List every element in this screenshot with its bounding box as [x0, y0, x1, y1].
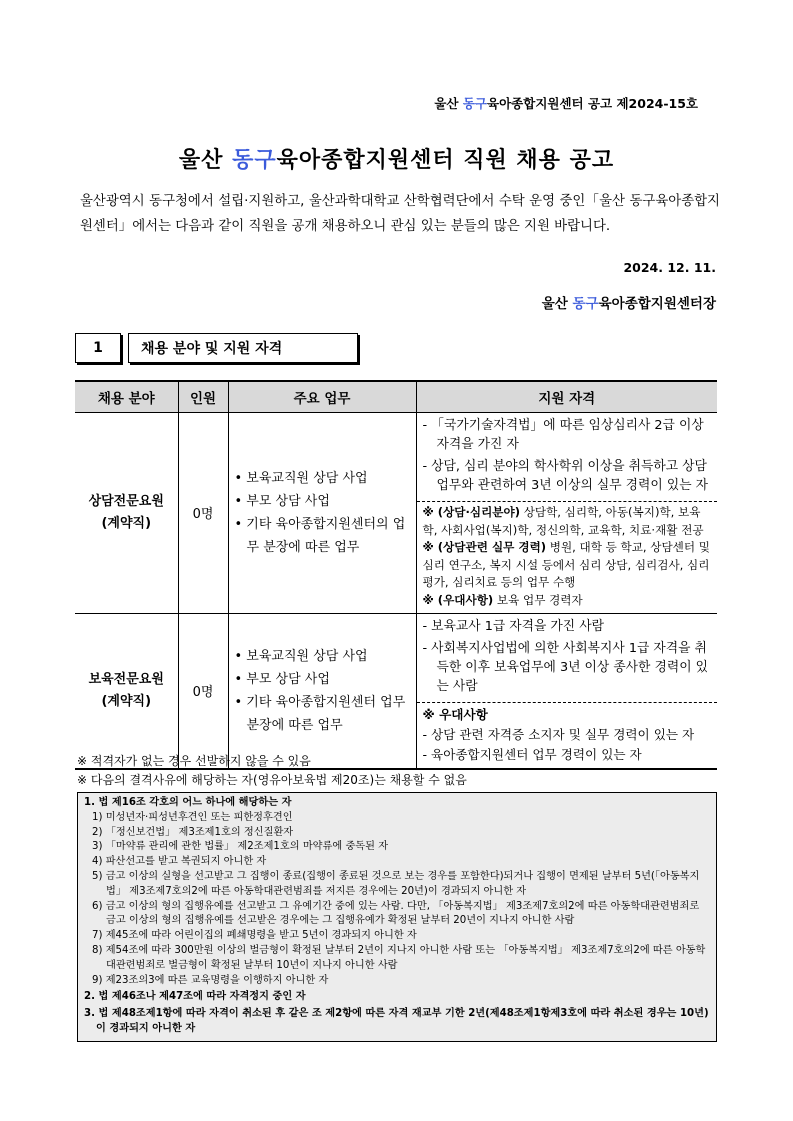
- header-field: 채용 분야: [75, 381, 178, 413]
- row1-qualifications: [416, 413, 717, 614]
- row2-pref-head: ※ 우대사항: [422, 706, 488, 722]
- header-count: 인원: [178, 381, 228, 413]
- row1-field: [75, 413, 178, 614]
- row2-qualifications: [416, 613, 717, 769]
- row1-duty-1: • 보육교직원 상담 사업: [234, 470, 368, 486]
- disq-item-1: 1) 미성년자·피성년후견인 또는 피한정후견인: [92, 811, 293, 823]
- row2-pref-1: - 상담 관련 자격증 소지자 및 실무 경력이 있는 자: [422, 726, 695, 742]
- title-pre: 울산: [178, 148, 233, 173]
- row1-qual-1: - 「국가기술자격법」에 따른 임상심리사 2급 이상 자격을 가진 자: [422, 418, 704, 452]
- header-qualifications: 지원 자격: [416, 381, 717, 413]
- row1-pref-1: ※ (상담·심리분야) 상담학, 심리학, 아동(복지)학, 보육학, 사회사업(복지)학, 정신의학, 교육학, 치료·재활 전공: [422, 505, 704, 537]
- notice-number-blue: 동구: [462, 96, 488, 111]
- row2-duty-2: • 부모 상담 사업: [234, 671, 330, 687]
- signer-blue: 동구: [572, 296, 599, 312]
- row2-count: 0명: [178, 613, 228, 769]
- recruitment-table: [75, 380, 717, 770]
- row2-duty-3: • 기타 육아종합지원센터 업무분장에 따른 업무: [234, 694, 406, 733]
- disq-item-8: 8) 제54조에 따라 300만원 이상의 벌금형이 확정된 날부터 2년이 지나지 아니한 사람 또는 「아동복지법」 제3조제7호의2에 따른 아동학대관련범죄로 벌금형이 확정된 날부터 10년이 지나지 아니한 사람: [92, 944, 706, 971]
- disq-item-5: 5) 금고 이상의 실형을 선고받고 그 집행이 종료(집행이 종료된 것으로 보는 경우를 포함한다)되거나 집행이 면제된 날부터 5년(「아동복지법」 제3조제7호의2에 따른 아동학대관련범죄를 저지른 경우에는 20년)이 경과되지 아니한 자: [92, 870, 700, 897]
- table-row: [75, 613, 717, 769]
- signer: [542, 292, 716, 312]
- notes: [77, 752, 467, 790]
- table-row: [75, 413, 717, 614]
- notice-number-post: 육아종합지원센터 공고 제2024-15호: [487, 96, 698, 111]
- section-number: 1: [75, 333, 121, 363]
- notice-number-pre: 울산: [434, 96, 463, 111]
- row2-field: [75, 613, 178, 769]
- row2-qual-2: - 사회복지사업법에 의한 사회복지사 1급 자격을 취득한 이후 보육업무에 3년 이상 종사한 경력이 있는 사람: [422, 640, 708, 694]
- row2-duties: [228, 613, 416, 769]
- row1-pref-3: ※ (우대사항) 보육 업무 경력자: [422, 592, 583, 607]
- page-title: [0, 143, 793, 174]
- disq-item-3: 3) 「마약류 관리에 관한 법률」 제2조제1호의 마약류에 중독된 자: [92, 841, 389, 853]
- row1-field-type: (계약직): [101, 515, 152, 531]
- row2-pref-2: - 육아종합지원센터 업무 경력이 있는 자: [422, 746, 642, 762]
- notice-number: [434, 94, 698, 112]
- disq-item-2: 2) 「정신보건법」 제3조제1호의 정신질환자: [92, 826, 294, 838]
- row1-count: 0명: [178, 413, 228, 614]
- disq-item-4: 4) 파산선고를 받고 복권되지 아니한 자: [92, 856, 267, 868]
- disq-heading-3: 3. 법 제48조제1항에 따라 자격이 취소된 후 같은 조 제2항에 따른 자격 재교부 기한 2년(제48조제1항제3호에 따라 취소된 경우는 10년)이 경과되지 아니한 자: [84, 1008, 709, 1034]
- row2-qual-1: - 보육교사 1급 자격을 가진 사람: [422, 618, 604, 634]
- disq-heading-2: 2. 법 제46조나 제47조에 따라 자격정지 중인 자: [84, 991, 306, 1003]
- row1-duties: [228, 413, 416, 614]
- row2-duty-1: • 보육교직원 상담 사업: [234, 648, 368, 664]
- disq-item-6: 6) 금고 이상의 형의 집행유예를 선고받고 그 유예기간 중에 있는 사람. 다만, 「아동복지법」 제3조제7호의2에 따른 아동학대관련범죄로 금고 이상의 형의 집행유예를 선고받은 경우에는 그 집행유예가 확정된 날부터 20년이 지나지 아니한 사람: [92, 900, 700, 927]
- intro-paragraph: 울산광역시 동구청에서 설립·지원하고, 울산과학대학교 산학협력단에서 수탁 운영 중인「울산 동구육아종합지원센터」에서는 다음과 같이 직원을 공개 채용하오니 관심 있는 분들의 많은 지원 바랍니다.: [80, 194, 720, 234]
- table-header-row: [75, 381, 717, 413]
- header-duties: 주요 업무: [228, 381, 416, 413]
- row2-field-name: 보육전문요원: [88, 671, 164, 687]
- note-2: ※ 다음의 결격사유에 해당하는 자(영유아보육법 제20조)는 채용할 수 없음: [77, 773, 467, 787]
- note-1: ※ 적격자가 없는 경우 선발하지 않을 수 있음: [77, 754, 311, 768]
- disqualification-box: [77, 792, 717, 1042]
- signer-pre: 울산: [541, 296, 573, 312]
- row1-duty-3: • 기타 육아종합지원센터의 업무 분장에 따른 업무: [234, 516, 406, 555]
- disq-item-7: 7) 제45조에 따라 어린이집의 폐쇄명령을 받고 5년이 경과되지 아니한 자: [92, 930, 417, 942]
- title-post: 육아종합지원센터 직원 채용 공고: [276, 148, 615, 173]
- signer-post: 육아종합지원센터장: [598, 296, 716, 312]
- row1-duty-2: • 부모 상담 사업: [234, 493, 330, 509]
- row1-preferences: [417, 501, 718, 613]
- title-blue: 동구: [232, 148, 277, 173]
- row1-qual-2: - 상담, 심리 분야의 학사학위 이상을 취득하고 상담 업무와 관련하여 3년 이상의 실무 경력이 있는 자: [422, 459, 708, 493]
- row2-field-type: (계약직): [101, 693, 152, 709]
- section-title: 채용 분야 및 지원 자격: [128, 333, 358, 363]
- row1-pref-2: ※ (상담관련 실무 경력) 병원, 대학 등 학교, 상담센터 및 심리 연구소, 복지 시설 등에서 심리 상담, 심리검사, 심리평가, 심리치료 등의 업무 수행: [422, 540, 710, 590]
- disq-heading-1: 1. 법 제16조 각호의 어느 하나에 해당하는 자: [84, 797, 292, 808]
- notice-date: 2024. 12. 11.: [623, 260, 716, 275]
- row1-field-name: 상담전문요원: [88, 493, 164, 509]
- disq-item-9: 9) 제23조의3에 따른 교육명령을 이행하지 아니한 자: [92, 974, 329, 986]
